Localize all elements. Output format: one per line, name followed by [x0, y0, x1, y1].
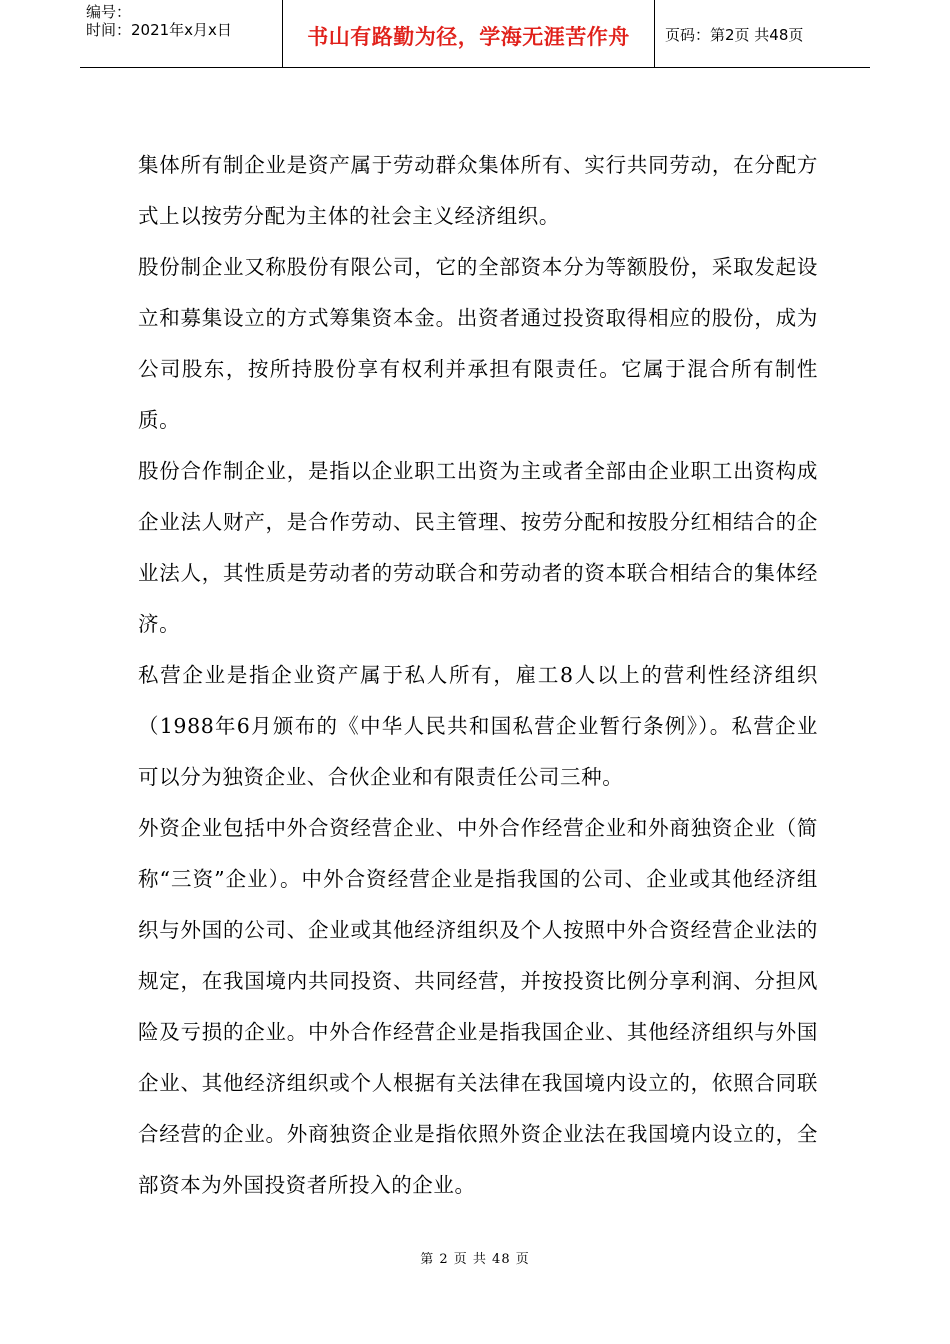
paragraph-cooperative: 股份合作制企业，是指以企业职工出资为主或者全部由企业职工出资构成企业法人财产，是合作劳动、民主管理、按劳分配和按股分红相结合的企业法人，其性质是劳动者的劳动联合和劳动者的资本联合相结合的集体经济。: [138, 459, 818, 636]
document-body: [138, 140, 818, 1211]
paragraph-collective: 集体所有制企业是资产属于劳动群众集体所有、实行共同劳动，在分配方式上以按劳分配为主体的社会主义经济组织。: [138, 153, 818, 228]
paragraph-joint-stock: 股份制企业又称股份有限公司，它的全部资本分为等额股份，采取发起设立和募集设立的方式筹集资本金。出资者通过投资取得相应的股份，成为公司股东，按所持股份享有权利并承担有限责任。它属于混合所有制性质。: [138, 255, 818, 432]
number-label: 编号：: [86, 3, 132, 21]
paragraph-foreign: 外资企业包括中外合资经营企业、中外合作经营企业和外商独资企业（简称“三资”企业）。中外合资经营企业是指我国的公司、企业或其他经济组织与外国的公司、企业或其他经济组织及个人按照中外合资经营企业法的规定，在我国境内共同投资、共同经营，并按投资比例分享利润、分担风险及亏损的企业。中外合作经营企业是指我国企业、其他经济组织与外国企业、其他经济组织或个人根据有关法律在我国境内设立的，依照合同联合经营的企业。外商独资企业是指依照外资企业法在我国境内设立的，全部资本为外国投资者所投入的企业。: [138, 816, 818, 1197]
header-motto-cell: [282, 0, 655, 67]
page-footer: [0, 1248, 950, 1267]
time-label: 时间：2021年x月x日: [86, 21, 232, 39]
header-meta: [80, 0, 282, 67]
header-page-info: [655, 0, 870, 67]
page-info-text: 页码：第2页 共48页: [665, 26, 804, 44]
page-header: [80, 0, 870, 68]
paragraph-private: 私营企业是指企业资产属于私人所有，雇工8人以上的营利性经济组织（1988年6月颁布的《中华人民共和国私营企业暂行条例》）。私营企业可以分为独资企业、合伙企业和有限责任公司三种。: [138, 663, 818, 789]
motto-text: 书山有路勤为径，学海无涯苦作舟: [307, 24, 630, 49]
footer-page-number: 第 2 页 共 48 页: [420, 1252, 530, 1267]
